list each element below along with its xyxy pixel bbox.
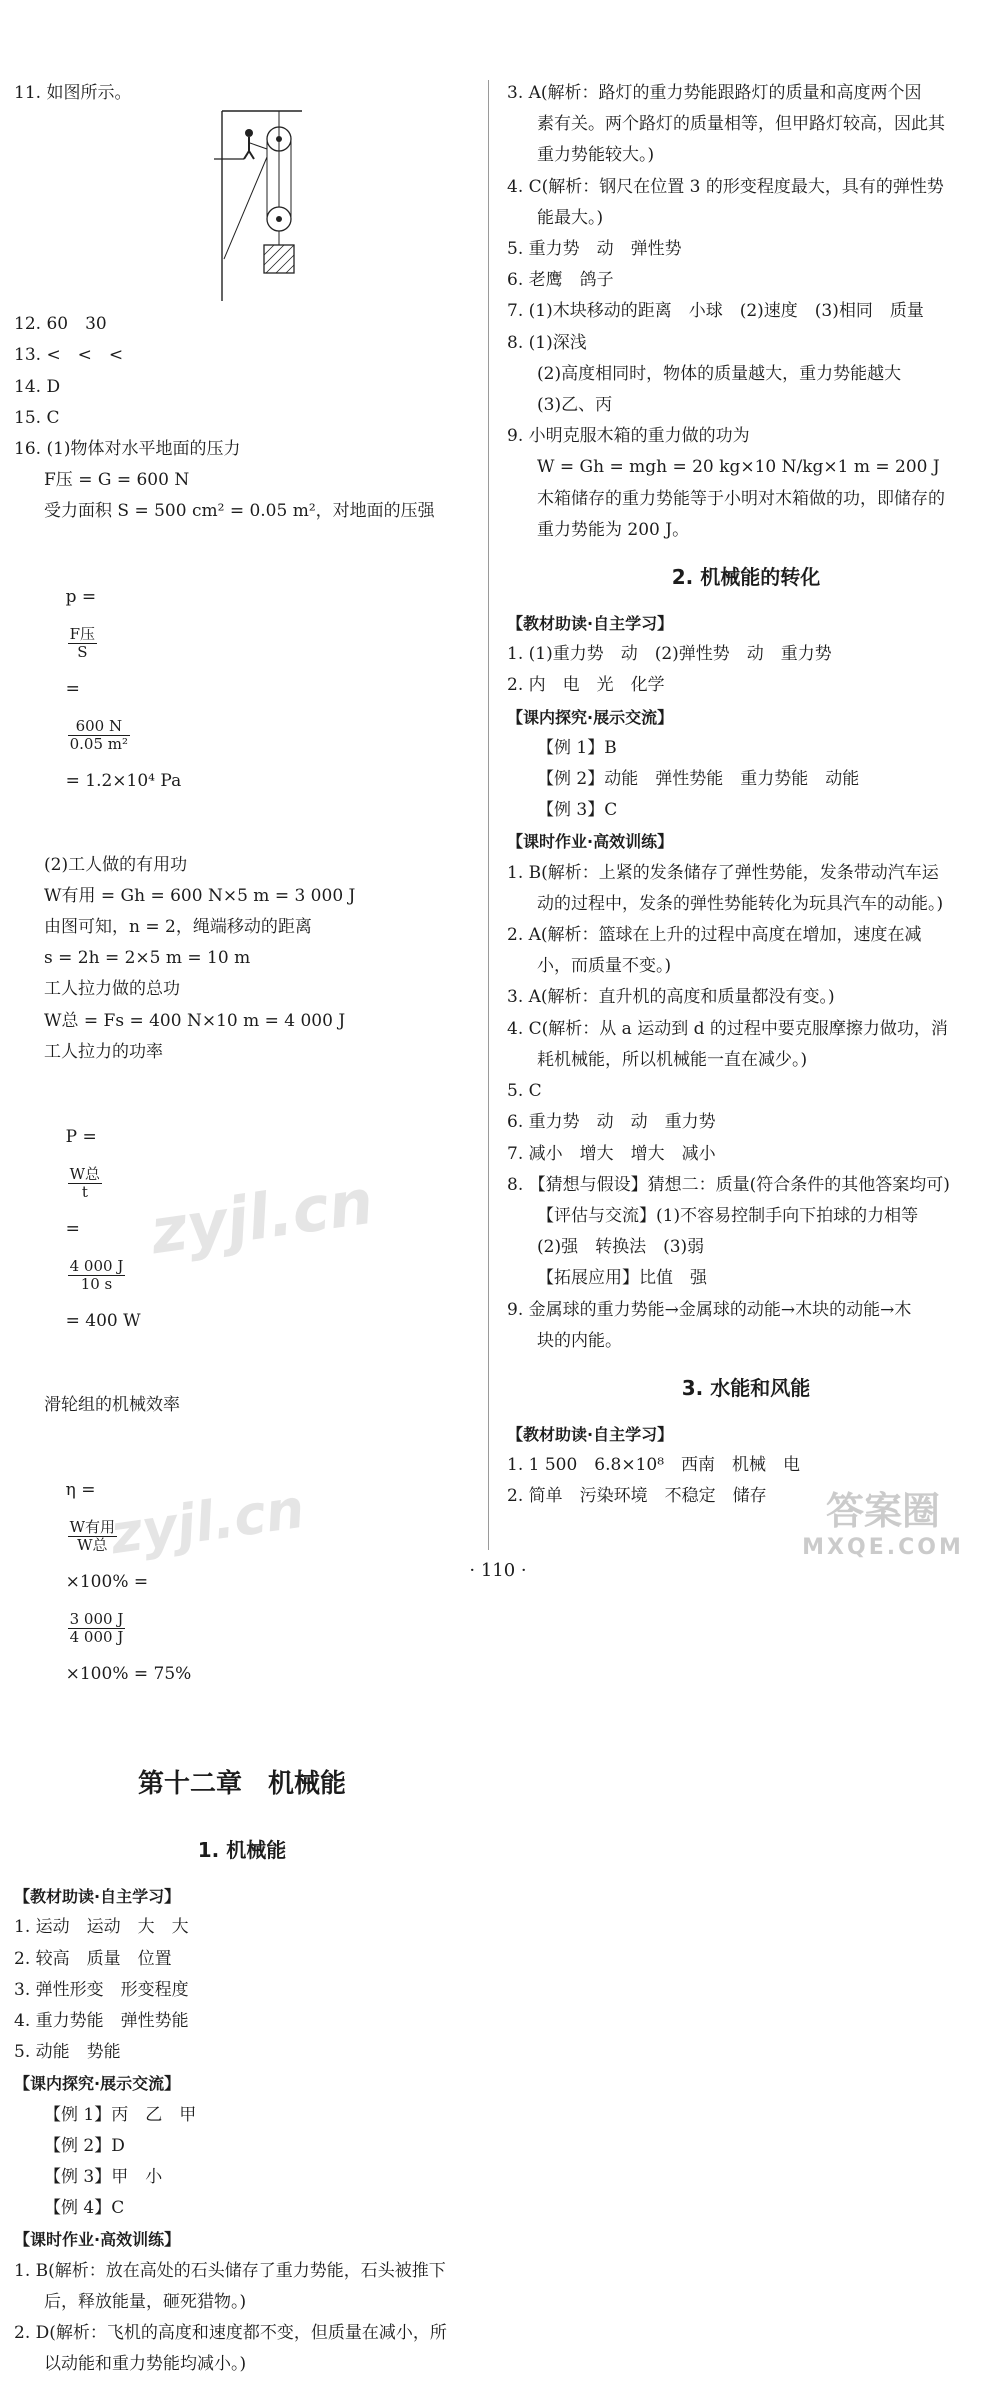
list-item: 2. D(解析：飞机的高度和速度都不变，但质量在减小，所 bbox=[14, 2323, 447, 2344]
list-item: 9. 小明克服木箱的重力做的功为 bbox=[507, 426, 750, 447]
list-item: 后，释放能量，砸死猎物。) bbox=[44, 2291, 247, 2312]
fraction-denominator: S bbox=[77, 642, 88, 661]
fraction-denominator: 4 000 J bbox=[69, 1628, 124, 1647]
q16-useful-title: (2)工人做的有用功 bbox=[44, 854, 188, 875]
list-item: 2. 内 电 光 化学 bbox=[507, 675, 665, 696]
chapter-title: 第十二章 机械能 bbox=[137, 1769, 346, 1800]
right-column bbox=[507, 78, 985, 1513]
brand-watermark bbox=[788, 1480, 978, 1560]
formula-text: p = bbox=[65, 586, 97, 607]
fraction-numerator: 600 N bbox=[68, 718, 130, 736]
formula-text: = bbox=[65, 678, 80, 699]
fraction-numerator: F压 bbox=[69, 624, 96, 643]
q16-total-work: W总 = Fs = 400 N×10 m = 4 000 J bbox=[44, 1010, 346, 1031]
list-item: 3. A(解析：路灯的重力势能跟路灯的质量和高度两个因 bbox=[507, 83, 922, 103]
list-item: 5. C bbox=[507, 1081, 542, 1102]
list-item: 【拓展应用】比值 强 bbox=[537, 1268, 707, 1289]
list-item: 重力势能为 200 J。 bbox=[537, 519, 690, 540]
list-item: 小，而质量不变。) bbox=[537, 956, 672, 977]
list-item: 能最大。) bbox=[537, 207, 604, 228]
q16-total-title: 工人拉力做的总功 bbox=[44, 979, 180, 1000]
q16-eff-formula bbox=[14, 1421, 470, 1743]
q16-power-title: 工人拉力的功率 bbox=[44, 1041, 163, 1062]
list-item: 2. 较高 质量 位置 bbox=[14, 1948, 172, 1969]
list-item: 6. 老鹰 鸽子 bbox=[507, 270, 614, 291]
q16-pressure-force: F压 = G = 600 N bbox=[44, 470, 190, 491]
q16-useful-work: W有用 = Gh = 600 N×5 m = 3 000 J bbox=[44, 885, 356, 906]
pulley-diagram-icon bbox=[214, 109, 304, 304]
list-item: 【例 1】B bbox=[537, 737, 617, 758]
list-item: 1. 运动 运动 大 大 bbox=[14, 1917, 189, 1938]
s2-homework-header: 【课时作业·高效训练】 bbox=[507, 832, 674, 852]
q11: 11. 如图所示。 bbox=[14, 83, 132, 103]
list-item: (3)乙、丙 bbox=[537, 395, 613, 416]
s2-explore-header: 【课内探究·展示交流】 bbox=[507, 707, 674, 727]
list-item: 【例 3】甲 小 bbox=[44, 2167, 163, 2188]
list-item: 【例 3】C bbox=[537, 800, 618, 821]
list-item: 3. 弹性形变 形变程度 bbox=[14, 1979, 189, 2000]
list-item: W = Gh = mgh = 20 kg×10 N/kg×1 m = 200 J bbox=[537, 457, 940, 478]
list-item: 6. 重力势 动 动 重力势 bbox=[507, 1112, 716, 1133]
q16-eff-title: 滑轮组的机械效率 bbox=[44, 1395, 180, 1416]
list-item: 重力势能较大。) bbox=[537, 145, 655, 166]
fraction-numerator: W有用 bbox=[69, 1518, 116, 1537]
list-item: 5. 动能 势能 bbox=[14, 2042, 121, 2063]
list-item: 2. 简单 污染环境 不稳定 储存 bbox=[507, 1486, 767, 1507]
section-2-title: 2. 机械能的转化 bbox=[671, 565, 821, 590]
list-item: 块的内能。 bbox=[537, 1330, 622, 1351]
q13: 13. < < < bbox=[14, 345, 124, 366]
fraction-numerator: 4 000 J bbox=[69, 1257, 124, 1276]
fraction bbox=[68, 1611, 126, 1646]
list-item: (2)高度相同时，物体的质量越大，重力势能越大 bbox=[537, 363, 902, 384]
list-item: 1. 1 500 6.8×10⁸ 西南 机械 电 bbox=[507, 1455, 801, 1476]
q16-area: 受力面积 S = 500 cm² = 0.05 m²，对地面的压强 bbox=[44, 501, 435, 522]
list-item: 木箱储存的重力势能等于小明对木箱做的功，即储存的 bbox=[537, 488, 945, 509]
fraction-denominator: W总 bbox=[77, 1536, 108, 1555]
formula-text: = 400 W bbox=[65, 1311, 141, 1332]
list-item: 2. A(解析：篮球在上升的过程中高度在增加，速度在减 bbox=[507, 925, 922, 946]
list-item: 7. (1)木块移动的距离 小球 (2)速度 (3)相同 质量 bbox=[507, 301, 924, 322]
list-item: (2)强 转换法 (3)弱 bbox=[537, 1237, 705, 1258]
formula-text: P = bbox=[65, 1127, 97, 1148]
list-item: 【例 1】丙 乙 甲 bbox=[44, 2104, 197, 2125]
formula-text: ×100% = 75% bbox=[65, 1664, 192, 1685]
fraction-numerator: W总 bbox=[69, 1165, 101, 1184]
q16-pressure-formula bbox=[14, 528, 470, 850]
site-watermark: zyjl.cn bbox=[106, 1476, 309, 1567]
fraction-denominator: t bbox=[81, 1183, 88, 1202]
list-item: 5. 重力势 动 弹性势 bbox=[507, 239, 682, 260]
formula-text: ×100% = bbox=[65, 1572, 149, 1593]
list-item: 【例 4】C bbox=[44, 2198, 125, 2219]
page-number: · 110 · bbox=[469, 1560, 527, 1581]
list-item: 耗机械能，所以机械能一直在减少。) bbox=[537, 1049, 808, 1070]
list-item: 7. 减小 增大 增大 减小 bbox=[507, 1143, 716, 1164]
fraction-denominator: 0.05 m² bbox=[69, 734, 129, 753]
list-item: 8. 【猜想与假设】猜想二：质量(符合条件的其他答案均可) bbox=[507, 1174, 950, 1195]
formula-text: = bbox=[65, 1219, 80, 1240]
section-3-title: 3. 水能和风能 bbox=[681, 1375, 811, 1400]
formula-text: = 1.2×10⁴ Pa bbox=[65, 770, 182, 791]
list-item: 【评估与交流】(1)不容易控制手向下拍球的力相等 bbox=[537, 1205, 919, 1226]
s1-homework-header: 【课时作业·高效训练】 bbox=[14, 2230, 181, 2250]
fraction bbox=[68, 1258, 126, 1293]
fraction bbox=[68, 1166, 102, 1201]
brand-watermark-url: MXQE.COM bbox=[802, 1535, 964, 1560]
fraction bbox=[68, 718, 130, 753]
list-item: 3. A(解析：直升机的高度和质量都没有变。) bbox=[507, 987, 835, 1008]
column-divider bbox=[488, 80, 489, 1550]
site-watermark: zyjl.cn bbox=[146, 1164, 378, 1269]
list-item: 8. (1)深浅 bbox=[507, 332, 587, 353]
brand-watermark-text: 答案圈 bbox=[825, 1489, 940, 1533]
q14: 14. D bbox=[14, 376, 61, 397]
q15: 15. C bbox=[14, 407, 60, 428]
fraction-denominator: 10 s bbox=[80, 1275, 113, 1294]
fraction-numerator: 3 000 J bbox=[69, 1610, 124, 1629]
list-item: 【例 2】D bbox=[44, 2135, 125, 2156]
list-item: 素有关。两个路灯的质量相等，但甲路灯较高，因此其 bbox=[537, 114, 945, 135]
list-item: 4. 重力势能 弹性势能 bbox=[14, 2011, 189, 2032]
s2-read-header: 【教材助读·自主学习】 bbox=[507, 614, 674, 634]
q16-s-line: s = 2h = 2×5 m = 10 m bbox=[44, 948, 251, 969]
list-item: 1. B(解析：上紧的发条储存了弹性势能，发条带动汽车运 bbox=[507, 862, 939, 883]
list-item: 1. B(解析：放在高处的石头储存了重力势能，石头被推下 bbox=[14, 2260, 446, 2281]
q12: 12. 60 30 bbox=[14, 314, 107, 335]
list-item: 以动能和重力势能均减小。) bbox=[44, 2354, 247, 2375]
s1-explore-header: 【课内探究·展示交流】 bbox=[14, 2074, 181, 2094]
list-item: 4. C(解析：钢尺在位置 3 的形变程度最大，具有的弹性势 bbox=[507, 176, 944, 197]
list-item: 【例 2】动能 弹性势能 重力势能 动能 bbox=[537, 769, 860, 790]
formula-text: η = bbox=[65, 1480, 96, 1501]
s3-read-header: 【教材助读·自主学习】 bbox=[507, 1424, 674, 1444]
list-item: 4. C(解析：从 a 运动到 d 的过程中要克服摩擦力做功，消 bbox=[507, 1018, 948, 1039]
list-item: 1. (1)重力势 动 (2)弹性势 动 重力势 bbox=[507, 644, 832, 665]
q16-title: 16. (1)物体对水平地面的压力 bbox=[14, 439, 241, 460]
fraction bbox=[68, 626, 97, 661]
section-1-title: 1. 机械能 bbox=[197, 1838, 287, 1863]
q16-n-line: 由图可知，n = 2，绳端移动的距离 bbox=[44, 917, 312, 938]
s1-read-header: 【教材助读·自主学习】 bbox=[14, 1887, 181, 1907]
list-item: 9. 金属球的重力势能→金属球的动能→木块的动能→木 bbox=[507, 1299, 912, 1320]
pulley-figure bbox=[14, 109, 470, 309]
list-item: 动的过程中，发条的弹性势能转化为玩具汽车的动能。) bbox=[537, 893, 944, 914]
